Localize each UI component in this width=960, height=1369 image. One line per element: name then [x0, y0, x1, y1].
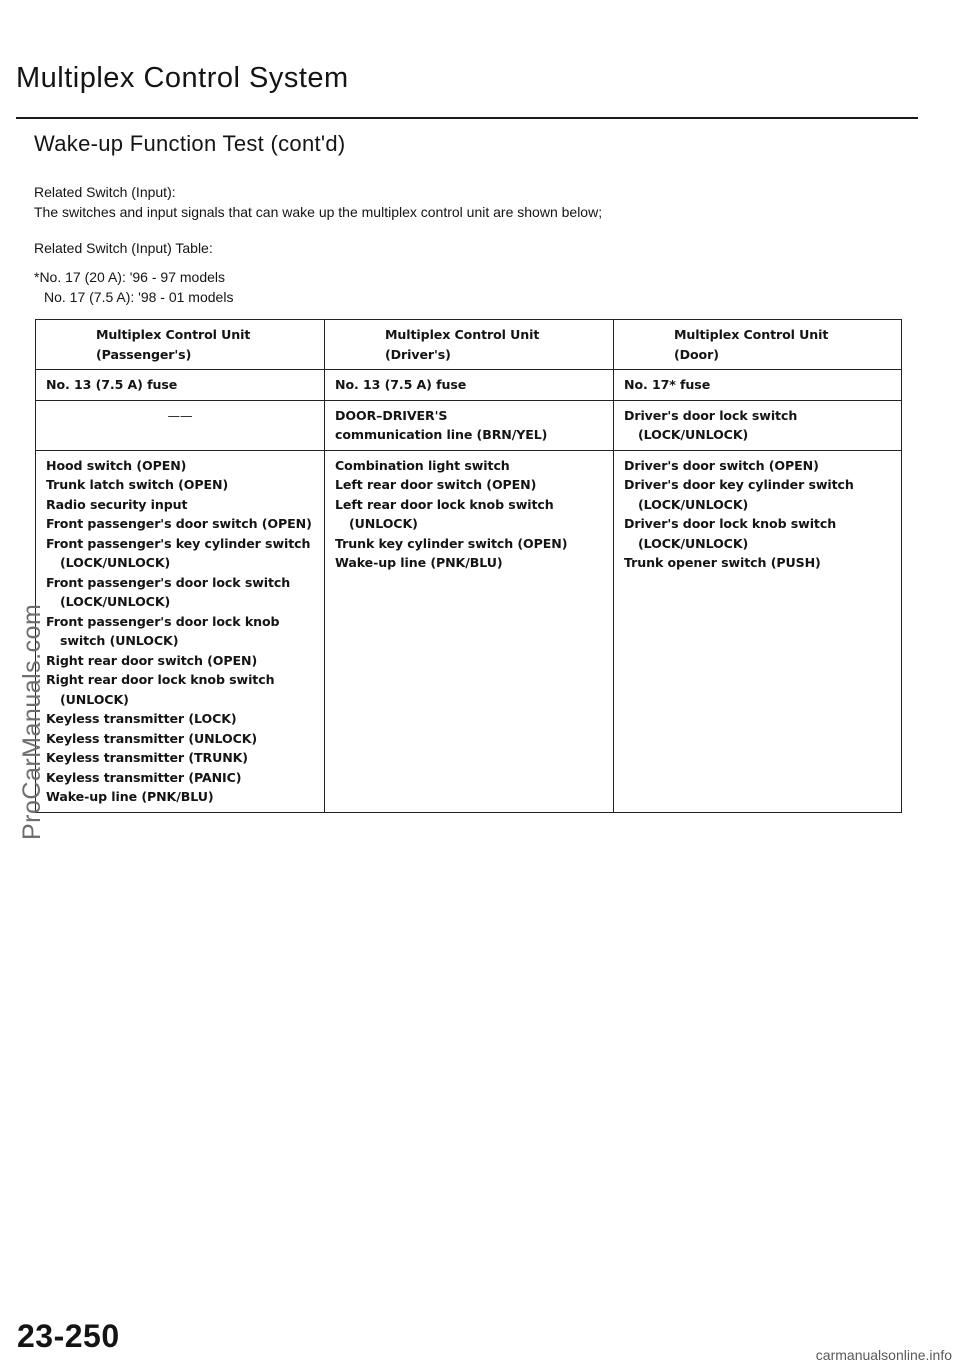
switch-item: Trunk latch switch (OPEN) [46, 477, 229, 492]
section-title: Multiplex Control System [16, 62, 349, 94]
switch-item: (LOCK/UNLOCK) [60, 555, 171, 570]
switch-item: (LOCK/UNLOCK) [60, 594, 171, 609]
unit-side: (Passenger's) [96, 346, 192, 362]
switch-item: Front passenger's key cylinder switch [46, 535, 311, 551]
switch-item: Keyless transmitter (UNLOCK) [46, 730, 258, 746]
header-cell-driver [325, 320, 614, 370]
switch-item: Driver's door key cylinder switch [624, 477, 854, 492]
watermark: ProCarManuals.com [18, 603, 46, 840]
fuse-note-line-1: *No. 17 (20 A): '96 - 97 models [34, 269, 225, 285]
fuse-cell-driver: No. 13 (7.5 A) fuse [325, 370, 614, 401]
intro-line-2: The switches and input signals that can wake up the multiplex control unit are shown below; [34, 204, 603, 220]
switch-item: (UNLOCK) [60, 691, 129, 707]
intro-line-1: Related Switch (Input): [34, 184, 176, 200]
comm-line-1: Driver's door lock switch [624, 407, 798, 423]
intro-text [34, 182, 602, 222]
comm-line-1: DOOR–DRIVER'S [335, 407, 448, 423]
switch-item: Left rear door lock knob switch [335, 496, 554, 512]
switch-item: Hood switch (OPEN) [46, 457, 187, 473]
comm-cell-passenger [36, 400, 325, 450]
switch-item: Right rear door lock knob switch [46, 672, 275, 687]
switch-item: Front passenger's door lock knob [46, 613, 280, 629]
switch-item: (UNLOCK) [349, 516, 418, 531]
table-communication-row [36, 400, 902, 450]
switch-item: Left rear door switch (OPEN) [335, 477, 537, 492]
switch-cell-driver [325, 450, 614, 812]
switch-item: Wake-up line (PNK/BLU) [335, 555, 503, 570]
fuse-note [34, 267, 233, 307]
page-number: 23-250 [17, 1318, 120, 1354]
switch-item: switch (UNLOCK) [60, 633, 179, 648]
switch-item: Trunk key cylinder switch (OPEN) [335, 535, 568, 551]
table-header-row [36, 320, 902, 370]
fuse-note-line-2: No. 17 (7.5 A): '98 - 01 models [44, 289, 234, 305]
unit-name: Multiplex Control Unit [385, 327, 540, 342]
fuse-cell-door: No. 17* fuse [614, 370, 902, 401]
switch-item: Wake-up line (PNK/BLU) [46, 789, 214, 804]
empty-dash: —— [167, 407, 193, 423]
switch-item: Keyless transmitter (TRUNK) [46, 750, 248, 765]
switch-item: (LOCK/UNLOCK) [638, 496, 749, 512]
unit-side: (Driver's) [385, 346, 451, 362]
table-fuse-row [36, 370, 902, 401]
switch-item: Front passenger's door lock switch [46, 574, 291, 590]
footer-source: carmanualsonline.info [815, 1347, 952, 1363]
switch-item: Right rear door switch (OPEN) [46, 652, 258, 668]
switch-item: Driver's door lock knob switch [624, 516, 837, 531]
comm-line-2: communication line (BRN/YEL) [335, 427, 548, 442]
unit-side: (Door) [674, 346, 719, 362]
header-cell-passenger [36, 320, 325, 370]
switch-item: Front passenger's door switch (OPEN) [46, 516, 312, 531]
switch-item: Trunk opener switch (PUSH) [624, 555, 821, 570]
switch-item: Combination light switch [335, 457, 510, 473]
switch-item: Keyless transmitter (PANIC) [46, 769, 242, 785]
title-divider [16, 117, 918, 119]
unit-name: Multiplex Control Unit [674, 327, 829, 342]
switch-item: (LOCK/UNLOCK) [638, 535, 749, 551]
comm-line-2: (LOCK/UNLOCK) [638, 427, 749, 442]
comm-cell-door [614, 400, 902, 450]
header-cell-door [614, 320, 902, 370]
switch-cell-door [614, 450, 902, 812]
switch-item: Driver's door switch (OPEN) [624, 457, 819, 473]
related-switch-table [35, 319, 902, 813]
subsection-title: Wake-up Function Test (cont'd) [34, 131, 346, 156]
switch-cell-passenger [36, 450, 325, 812]
switch-item: Radio security input [46, 496, 188, 512]
table-caption: Related Switch (Input) Table: [34, 240, 213, 256]
unit-name: Multiplex Control Unit [96, 327, 251, 342]
switch-item: Keyless transmitter (LOCK) [46, 711, 237, 726]
table-switch-row [36, 450, 902, 812]
fuse-cell-passenger: No. 13 (7.5 A) fuse [36, 370, 325, 401]
comm-cell-driver [325, 400, 614, 450]
